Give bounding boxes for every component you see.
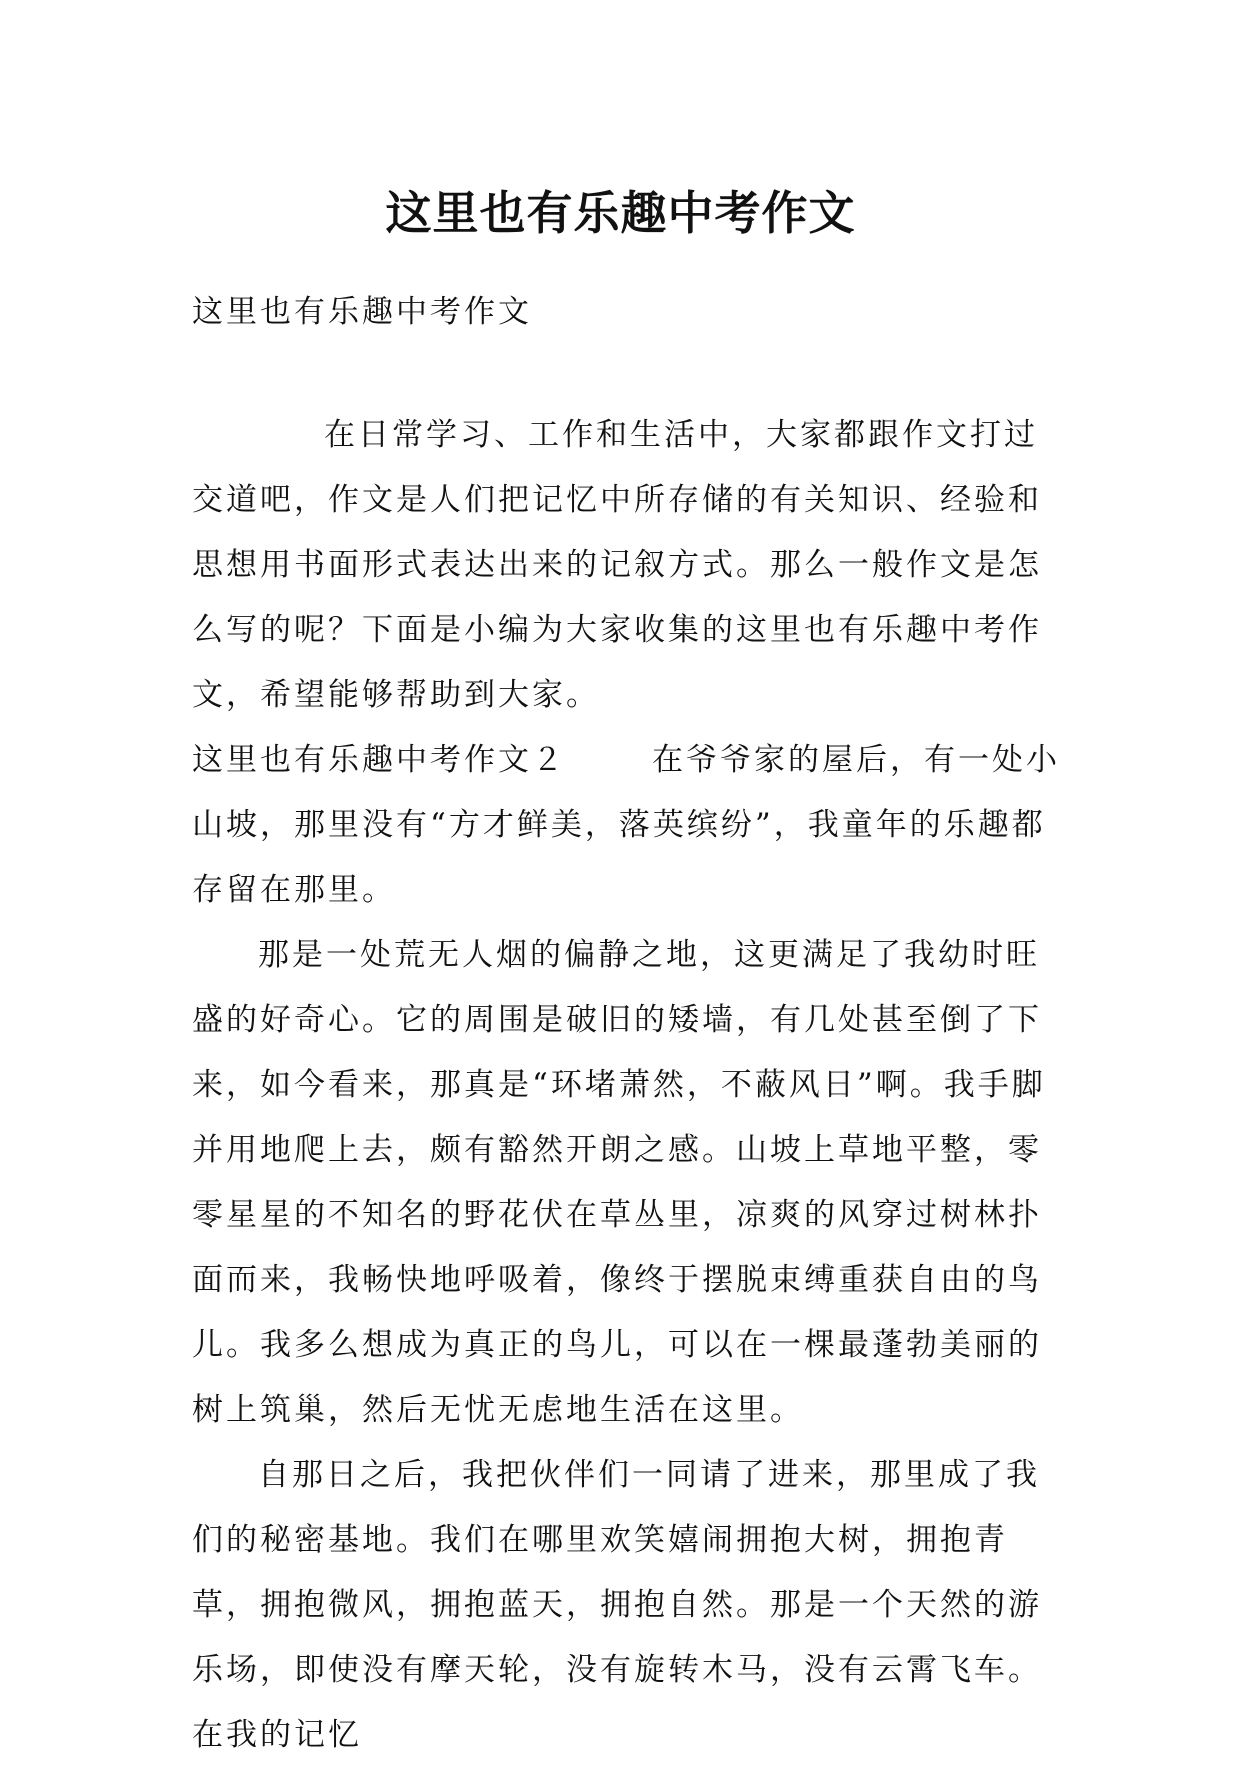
document-subtitle: 这里也有乐趣中考作文	[192, 294, 532, 330]
document-title: 这里也有乐趣中考作文	[385, 185, 856, 240]
essay-heading: 这里也有乐趣中考作文２	[192, 742, 566, 778]
document-body	[192, 403, 1060, 1768]
body-paragraph: 那是一处荒无人烟的偏静之地，这更满足了我幼时旺盛的好奇心。它的周围是破旧的矮墙，有几处甚至倒了下来，如今看来，那真是“环堵萧然，不蔽风日”啊。我手脚并用地爬上去，颇有豁然开朗之感。山坡上草地平整，零零星星的不知名的野花伏在草丛里，凉爽的风穿过树林扑面而来，我畅快地呼吸着，像终于摆脱束缚重获自由的鸟儿。我多么想成为真正的鸟儿，可以在一棵最蓬勃美丽的树上筑巢，然后无忧无虑地生活在这里。	[192, 937, 1046, 1428]
body-paragraph: 自那日之后，我把伙伴们一同请了进来，那里成了我们的秘密基地。我们在哪里欢笑嬉闹拥抱大树，拥抱青草，拥抱微风，拥抱蓝天，拥抱自然。那是一个天然的游乐场，即使没有摩天轮，没有旋转木马，没有云霄飞车。在我的记忆	[192, 1457, 1042, 1753]
essay-opening-text: 在爷爷家的屋后，有一处小山坡，那里没有“方才鲜美，落英缤纷”，我童年的乐趣都存留在那里。	[192, 742, 1060, 908]
intro-paragraph: 在日常学习、工作和生活中，大家都跟作文打过交道吧，作文是人们把记忆中所存储的有关知识、经验和思想用书面形式表达出来的记叙方式。那么一般作文是怎么写的呢？下面是小编为大家收集的这里也有乐趣中考作文，希望能够帮助到大家。	[192, 417, 1042, 713]
essay-opening-paragraph	[192, 728, 1060, 923]
